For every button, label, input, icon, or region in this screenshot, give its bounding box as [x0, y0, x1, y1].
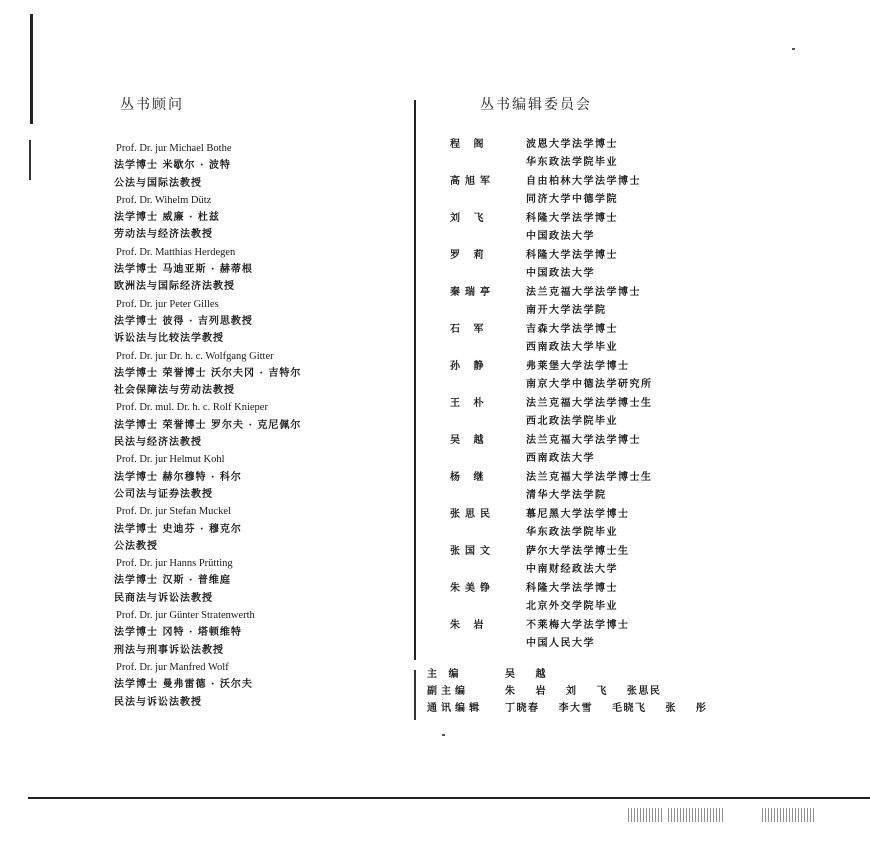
advisor-title: 法学博士 汉斯 · 普维庭	[114, 575, 231, 587]
member-credential-line: 科隆大学法学博士	[526, 250, 618, 261]
member-credential-line: 慕尼黑大学法学博士	[526, 509, 630, 520]
committee-member	[440, 395, 860, 430]
advisor-chair: 欧洲法与国际经济法教授	[114, 281, 235, 293]
advisor-name: Prof. Dr. jur Helmut Kohl	[116, 454, 225, 466]
advisor-entry	[106, 296, 406, 348]
advisor-entry	[106, 607, 406, 659]
advisor-title: 法学博士 冈特 · 塔顿维特	[114, 627, 242, 639]
committee-member	[440, 136, 860, 171]
scan-speck	[792, 48, 795, 50]
member-credential-line: 华东政法学院毕业	[526, 526, 618, 538]
committee-member	[440, 506, 860, 541]
member-credentials	[526, 173, 860, 208]
member-credentials	[526, 395, 860, 430]
advisor-name: Prof. Dr. jur Manfred Wolf	[116, 661, 229, 673]
member-credential-line: 法兰克福大学法学博士生	[526, 398, 653, 409]
editorial-credits	[427, 666, 707, 717]
member-credentials	[526, 284, 860, 319]
credit-names: 朱 岩 刘 飞 张思民	[505, 686, 662, 697]
member-name: 朱美铮	[450, 583, 495, 594]
member-credential-line: 西南政法大学毕业	[526, 341, 618, 353]
member-name: 朱 岩	[450, 620, 489, 631]
committee-column	[440, 94, 860, 654]
member-credential-line: 科隆大学法学博士	[526, 213, 618, 224]
credit-row	[427, 683, 707, 700]
member-credential-line: 科隆大学法学博士	[526, 583, 618, 594]
member-name: 罗 莉	[450, 250, 489, 261]
member-credential-line: 法兰克福大学法学博士生	[526, 472, 653, 483]
scan-noise	[762, 808, 816, 822]
member-credential-line: 清华大学法学院	[526, 489, 607, 501]
column-divider	[414, 100, 416, 660]
member-credentials	[526, 136, 860, 171]
member-name: 张国文	[450, 546, 495, 557]
member-credential-line: 弗莱堡大学法学博士	[526, 361, 630, 372]
advisor-title: 法学博士 荣誉博士 罗尔夫 · 克尼佩尔	[114, 419, 302, 431]
advisor-chair: 公司法与证券法教授	[114, 488, 213, 500]
committee-member	[440, 284, 860, 319]
advisor-title: 法学博士 米歇尔 · 波特	[114, 160, 231, 172]
member-credentials	[526, 432, 860, 467]
credit-row	[427, 700, 707, 717]
committee-member	[440, 358, 860, 393]
member-credentials	[526, 321, 860, 356]
advisor-chair: 民法与诉讼法教授	[114, 696, 202, 708]
advisor-name: Prof. Dr. jur Peter Gilles	[116, 298, 219, 310]
advisor-name: Prof. Dr. jur Michael Bothe	[116, 143, 232, 154]
member-credential-line: 不莱梅大学法学博士	[526, 620, 630, 631]
member-credential-line: 西南政法大学	[526, 452, 595, 464]
committee-member	[440, 543, 860, 578]
member-credentials	[526, 358, 860, 393]
advisor-name: Prof. Dr. jur Günter Stratenwerth	[116, 610, 255, 622]
member-credentials	[526, 247, 860, 282]
advisor-list	[106, 140, 406, 711]
advisor-entry	[106, 399, 406, 451]
member-credential-line: 北京外交学院毕业	[526, 600, 618, 612]
credit-names: 丁晓春 李大雪 毛晓飞 张 彤	[505, 703, 708, 714]
advisor-name: Prof. Dr. jur Hanns Prütting	[116, 558, 233, 570]
advisor-title: 法学博士 史迪芬 · 穆克尔	[114, 523, 242, 535]
credit-names: 吴 越	[505, 669, 547, 680]
committee-list	[440, 136, 860, 652]
scan-edge	[30, 14, 33, 124]
advisor-chair: 公法教授	[114, 540, 158, 552]
member-credential-line: 中国政法大学	[526, 230, 595, 242]
advisor-chair: 劳动法与经济法教授	[114, 229, 213, 241]
committee-member	[440, 580, 860, 615]
member-credential-line: 吉森大学法学博士	[526, 324, 618, 335]
advisor-name: Prof. Dr. Wihelm Dütz	[116, 194, 212, 206]
member-credential-line: 同济大学中德学院	[526, 193, 618, 205]
member-credential-line: 西北政法学院毕业	[526, 415, 618, 427]
member-credential-line: 中国人民大学	[526, 637, 595, 649]
member-name: 高旭军	[450, 176, 495, 187]
advisor-entry	[106, 451, 406, 503]
advisor-entry	[106, 659, 406, 711]
column-divider	[414, 670, 416, 720]
member-name: 杨 继	[450, 472, 489, 483]
advisor-name: Prof. Dr. Matthias Herdegen	[116, 246, 236, 258]
advisor-chair: 民法与经济法教授	[114, 437, 202, 449]
advisor-chair: 民商法与诉讼法教授	[114, 592, 213, 604]
member-credential-line: 中国政法大学	[526, 267, 595, 279]
advisor-chair: 诉讼法与比较法学教授	[114, 333, 224, 345]
member-credentials	[526, 580, 860, 615]
member-credentials	[526, 210, 860, 245]
advisor-entry	[106, 192, 406, 244]
advisor-chair: 刑法与刑事诉讼法教授	[114, 644, 224, 656]
member-credentials	[526, 617, 860, 652]
member-name: 秦瑞亭	[450, 287, 495, 298]
advisor-title: 法学博士 威廉 · 杜兹	[114, 212, 220, 224]
member-credentials	[526, 543, 860, 578]
member-credential-line: 波恩大学法学博士	[526, 139, 618, 150]
credit-label: 主 编	[427, 669, 463, 680]
committee-member	[440, 173, 860, 208]
advisor-entry	[106, 244, 406, 296]
member-name: 吴 越	[450, 435, 489, 446]
advisor-entry	[106, 140, 406, 192]
credit-row	[427, 666, 707, 683]
member-credential-line: 南京大学中德法学研究所	[526, 378, 653, 390]
committee-member	[440, 617, 860, 652]
bottom-rule	[28, 797, 870, 799]
member-credential-line: 南开大学法学院	[526, 304, 607, 316]
credit-label: 通讯编辑	[427, 703, 483, 714]
advisor-chair: 社会保障法与劳动法教授	[114, 385, 235, 397]
committee-member	[440, 432, 860, 467]
advisor-name: Prof. Dr. jur Dr. h. c. Wolfgang Gitter	[116, 350, 274, 362]
committee-member	[440, 469, 860, 504]
member-credential-line: 华东政法学院毕业	[526, 156, 618, 168]
scan-speck	[442, 734, 445, 736]
member-credential-line: 自由柏林大学法学博士	[526, 176, 641, 187]
committee-heading: 丛书编辑委员会	[480, 97, 592, 113]
member-name: 刘 飞	[450, 213, 489, 224]
advisor-title: 法学博士 彼得 · 吉列思教授	[114, 315, 253, 327]
advisor-name: Prof. Dr. jur Stefan Muckel	[116, 506, 231, 518]
committee-member	[440, 321, 860, 356]
scan-noise	[668, 808, 724, 822]
advisors-heading: 丛书顾问	[120, 97, 184, 113]
member-name: 石 军	[450, 324, 489, 335]
advisor-title: 法学博士 赫尔穆特 · 科尔	[114, 471, 242, 483]
member-credential-line: 法兰克福大学法学博士	[526, 287, 641, 298]
advisor-name: Prof. Dr. mul. Dr. h. c. Rolf Knieper	[116, 402, 268, 414]
committee-member	[440, 210, 860, 245]
member-credential-line: 萨尔大学法学博士生	[526, 546, 630, 557]
member-credential-line: 中南财经政法大学	[526, 563, 618, 575]
advisor-chair: 公法与国际法教授	[114, 177, 202, 189]
committee-member	[440, 247, 860, 282]
member-name: 孙 静	[450, 361, 489, 372]
advisors-column	[106, 94, 406, 711]
member-name: 程 阁	[450, 139, 489, 150]
credit-label: 副主编	[427, 686, 469, 697]
advisor-entry	[106, 348, 406, 400]
advisor-entry	[106, 503, 406, 555]
member-name: 张思民	[450, 509, 495, 520]
scan-noise	[628, 808, 662, 822]
advisor-title: 法学博士 马迪亚斯 · 赫蒂根	[114, 264, 253, 276]
member-credentials	[526, 506, 860, 541]
scan-edge	[29, 140, 31, 180]
advisor-entry	[106, 555, 406, 607]
member-credentials	[526, 469, 860, 504]
member-name: 王 朴	[450, 398, 489, 409]
member-credential-line: 法兰克福大学法学博士	[526, 435, 641, 446]
advisor-title: 法学博士 曼弗雷德 · 沃尔夫	[114, 679, 253, 691]
advisor-title: 法学博士 荣誉博士 沃尔夫冈 · 吉特尔	[114, 367, 302, 379]
